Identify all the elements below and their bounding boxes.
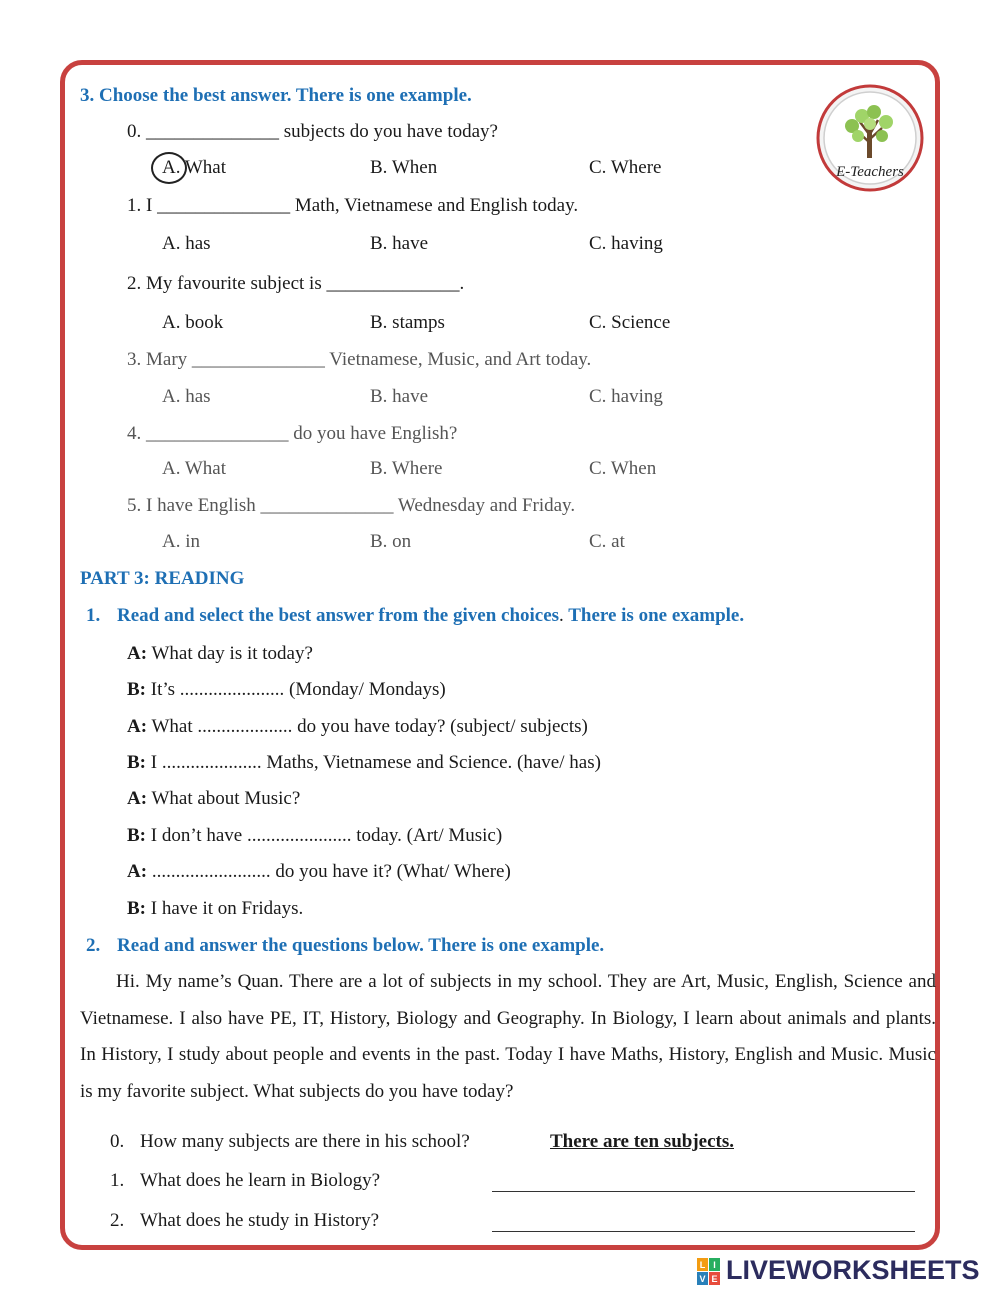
option-0a[interactable]: A. What	[162, 157, 227, 178]
option-0c[interactable]: C. Where	[589, 157, 662, 178]
task1-instruction: Read and select the best answer from the given choices. There is one example.	[117, 605, 745, 626]
option-5b[interactable]: B. on	[370, 531, 412, 552]
question-0: 0. ______________ subjects do you have today?	[127, 121, 498, 142]
option-1b[interactable]: B. have	[370, 233, 429, 254]
section-heading: 3. Choose the best answer. There is one example.	[80, 85, 472, 106]
rq-question: What does he study in History?	[140, 1210, 380, 1231]
svg-text:L: L	[699, 1260, 706, 1270]
logo-text: E-Teachers	[836, 164, 904, 180]
option-3b[interactable]: B. have	[370, 386, 429, 407]
option-4c[interactable]: C. When	[589, 458, 657, 479]
rq-number: 0.	[110, 1131, 125, 1152]
dialogue-line: B: I ..................... Maths, Vietnamese and Science. (have/ has)	[127, 752, 601, 773]
svg-text:E: E	[711, 1274, 718, 1284]
dialogue-line: B: I don’t have ...................... today. (Art/ Music)	[127, 825, 503, 846]
svg-text:I: I	[713, 1260, 716, 1270]
option-4b[interactable]: B. Where	[370, 458, 443, 479]
task2-instruction: Read and answer the questions below. There is one example.	[117, 935, 605, 956]
option-5a[interactable]: A. in	[162, 531, 200, 552]
rq-question: How many subjects are there in his school?	[140, 1131, 470, 1152]
part-heading: PART 3: READING	[80, 568, 245, 589]
option-1c[interactable]: C. having	[589, 233, 663, 254]
option-1a[interactable]: A. has	[162, 233, 211, 254]
option-2c[interactable]: C. Science	[589, 312, 671, 333]
liveworksheets-badge-icon	[697, 1258, 721, 1286]
question-2: 2. My favourite subject is ______________.	[127, 273, 465, 294]
option-0b[interactable]: B. When	[370, 157, 438, 178]
option-3c[interactable]: C. having	[589, 386, 663, 407]
option-5c[interactable]: C. at	[589, 531, 625, 552]
dialogue-line: A: What .................... do you have today? (subject/ subjects)	[127, 716, 588, 737]
dialogue-line: A: What about Music?	[127, 788, 301, 809]
question-5: 5. I have English ______________ Wednesday and Friday.	[127, 495, 576, 516]
dialogue-line: A: What day is it today?	[127, 643, 313, 664]
svg-text:V: V	[699, 1274, 706, 1284]
e-teachers-logo	[816, 84, 924, 192]
question-1: 1. I ______________ Math, Vietnamese and English today.	[127, 195, 579, 216]
liveworksheets-brand: LIVEWORKSHEETS	[726, 1255, 980, 1285]
rq-number: 2.	[110, 1210, 125, 1231]
option-4a[interactable]: A. What	[162, 458, 227, 479]
answer-line-1[interactable]	[492, 1191, 915, 1192]
option-2b[interactable]: B. stamps	[370, 312, 445, 333]
question-4: 4. _______________ do you have English?	[127, 423, 458, 444]
task1-number: 1.	[86, 605, 101, 626]
task2-number: 2.	[86, 935, 101, 956]
rq-number: 1.	[110, 1170, 125, 1191]
option-2a[interactable]: A. book	[162, 312, 224, 333]
rq-example-answer: There are ten subjects.	[550, 1131, 734, 1152]
option-3a[interactable]: A. has	[162, 386, 211, 407]
answer-line-2[interactable]	[492, 1231, 915, 1232]
question-3: 3. Mary ______________ Vietnamese, Music, and Art today.	[127, 349, 592, 370]
dialogue-line: B: It’s ...................... (Monday/ Mondays)	[127, 679, 446, 700]
dialogue-line: A: ......................... do you have it? (What/ Where)	[127, 861, 511, 882]
reading-passage: Hi. My name’s Quan. There are a lot of subjects in my school. They are Art, Music, English, Science and Vietnamese. I also have PE, IT, History, Biology and Geography. In Biology, I learn about animals and plants. In History, I study about people and events in the past. Today I have Maths, History, English and Music. Music is my favorite subject. What subjects do you have today?	[80, 971, 936, 1102]
dialogue-line: B: I have it on Fridays.	[127, 898, 304, 919]
rq-question: What does he learn in Biology?	[140, 1170, 381, 1191]
